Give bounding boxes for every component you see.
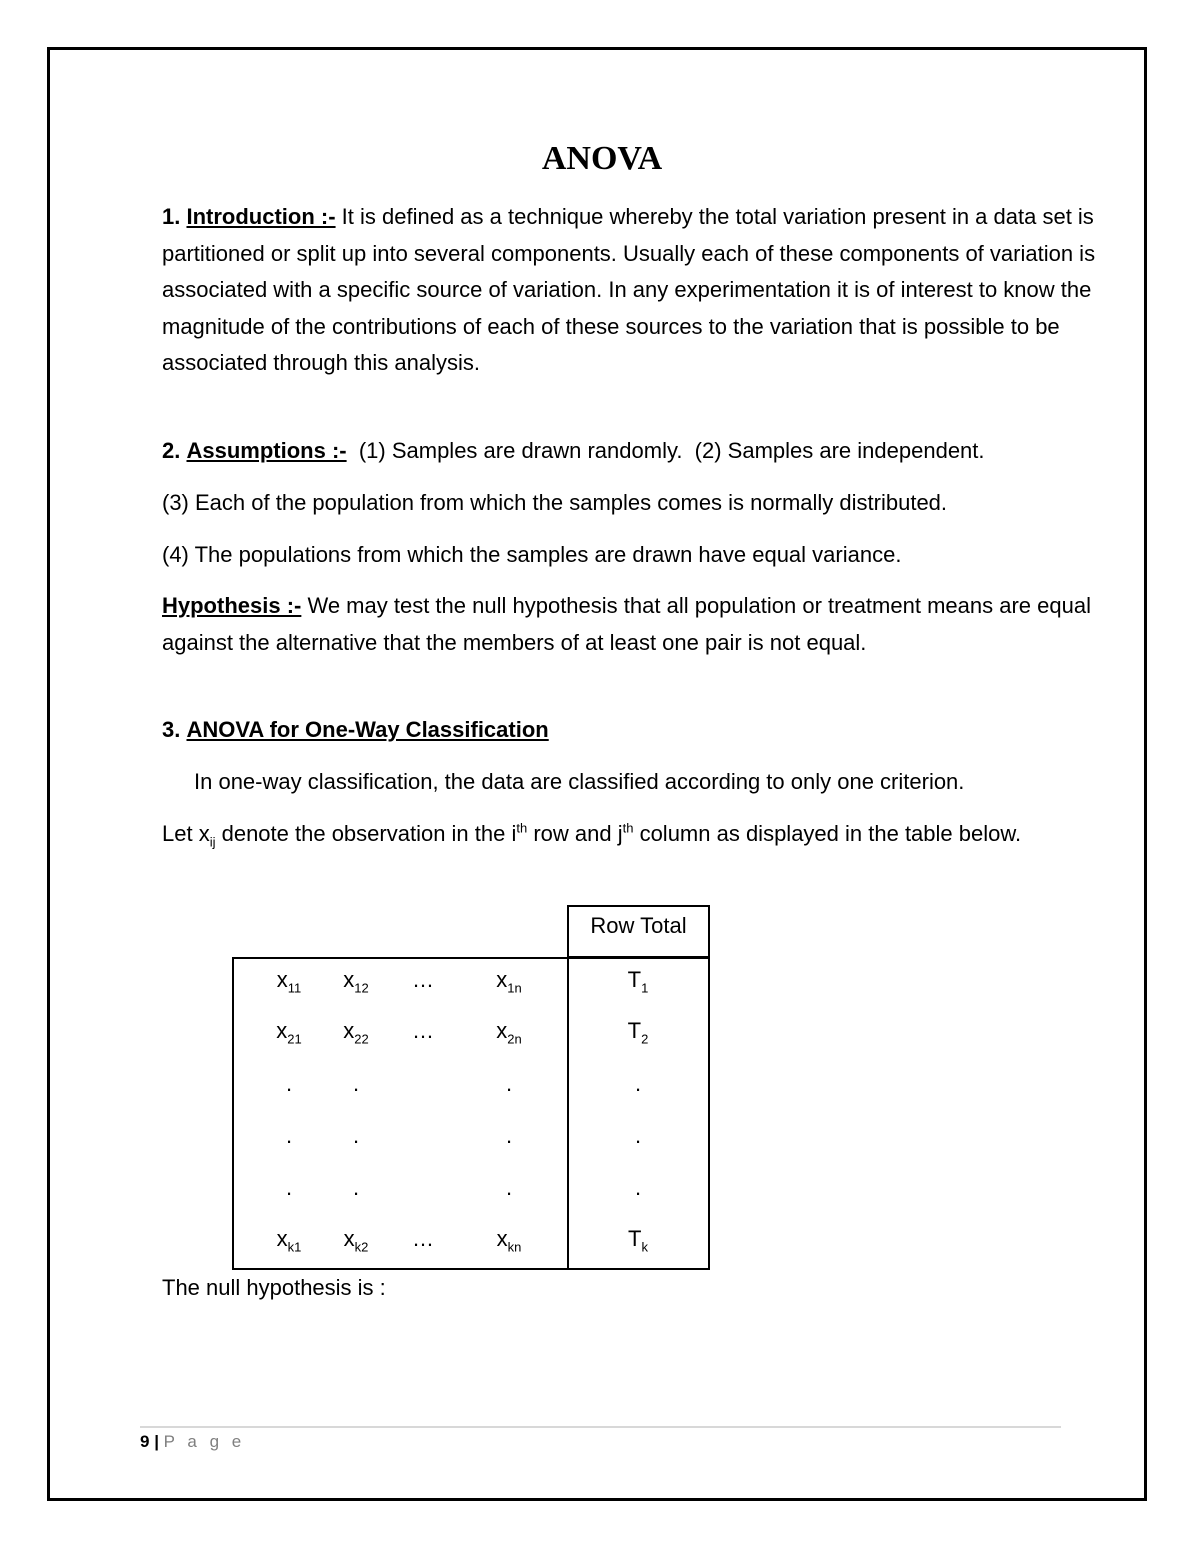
table-cell [321,1173,391,1203]
table-cell [388,1069,458,1099]
oneway-heading: ANOVA for One-Way Classification [186,717,549,742]
page-word: P a g e [163,1432,246,1451]
cell-main: x [343,1226,355,1251]
table-cell [474,1224,544,1254]
cell-main: . [285,1123,293,1148]
let-text-b: denote the observation in the i [215,821,517,846]
total-main: T [627,967,642,992]
page-title: ANOVA [541,140,663,177]
assumptions-line-1 [162,433,1107,470]
cell-main: . [285,1175,293,1200]
footer-separator: | [149,1432,164,1451]
cell-subscript: 12 [354,980,369,996]
table-cell [254,1121,324,1151]
cell-main: x [496,1018,508,1043]
table-cell [474,1016,544,1046]
cell-subscript: 21 [287,1031,302,1047]
table-cell [254,1173,324,1203]
table-cell [388,1224,458,1254]
cell-main: x [276,1226,288,1251]
cell-main: x [496,967,508,992]
table-cell [321,1016,391,1046]
table-cell [254,1016,324,1046]
hypothesis-paragraph [162,588,1107,661]
cell-subscript: kn [507,1239,522,1255]
cell-main: . [352,1071,360,1096]
page-footer [140,1432,245,1452]
cell-main: x [343,1018,355,1043]
table-cell [474,1069,544,1099]
let-xij-paragraph [162,816,1107,853]
table-cell [474,1173,544,1203]
introduction-paragraph [162,199,1107,382]
assumptions-number: 2. [162,438,181,463]
cell-main: … [412,967,434,992]
cell-main: . [505,1175,513,1200]
total-main: T [628,1226,642,1251]
row-total-header: Row Total [567,905,710,958]
cell-main: … [412,1226,434,1251]
assumptions-line-2: (3) Each of the population from which the samples comes is normally distributed. [162,490,948,515]
total-main: T [627,1018,642,1043]
table-cell [474,965,544,995]
cell-subscript: 2n [507,1031,522,1047]
let-sup-th-2: th [622,820,634,836]
page-number: 9 [140,1432,150,1451]
total-subscript: k [641,1239,648,1255]
table-cell [254,1069,324,1099]
cell-main: x [343,967,355,992]
cell-subscript: 1n [507,980,522,996]
table-cell [321,1069,391,1099]
cell-main: x [496,1226,508,1251]
cell-main: . [352,1175,360,1200]
cell-main: . [505,1123,513,1148]
row-total-cell [588,1069,688,1099]
intro-number: 1. [162,204,181,229]
table-cell [254,1224,324,1254]
oneway-intro-text: In one-way classification, the data are classified according to only one criterion. [194,769,965,794]
table-cell [388,965,458,995]
total-main: . [634,1175,642,1200]
let-text-a: Let x [162,821,210,846]
cell-main: x [276,967,288,992]
oneway-number: 3. [162,717,181,742]
row-total-cell [588,1224,688,1254]
hypothesis-text: We may test the null hypothesis that all population or treatment means are equal against the alternative that the members of at least one pair is not equal. [162,593,1091,655]
cell-main: … [412,1018,434,1043]
table-cell [388,1016,458,1046]
intro-text: It is defined as a technique whereby the total variation present in a data set is partitioned or split up into several components. Usually each of these components of variation is associated with a specific source of variation. In any experimentation it is of interest to know the magnitude of the contributions of each of these sources to the variation that is possible to be associated through this analysis. [162,204,1096,375]
table-cell [388,1121,458,1151]
total-main: . [634,1123,642,1148]
let-sub-ij: ij [209,834,216,850]
table-cell [474,1121,544,1151]
row-total-cell [588,1121,688,1151]
cell-subscript: 22 [354,1031,369,1047]
total-subscript: 2 [641,1031,649,1047]
row-total-cell [588,1016,688,1046]
cell-main: . [285,1071,293,1096]
assumptions-text-1: (1) Samples are drawn randomly. (2) Samples are independent. [346,438,985,463]
let-text-d: column as displayed in the table below. [633,821,1022,846]
row-total-cell [588,965,688,995]
table-cell [321,1121,391,1151]
table-cell [321,965,391,995]
table-cell [321,1224,391,1254]
table-cell [254,965,324,995]
hypothesis-heading: Hypothesis :- [162,593,302,618]
let-text-c: row and j [527,821,623,846]
assumptions-heading: Assumptions :- [186,438,347,463]
cell-subscript: k1 [287,1239,302,1255]
assumptions-line-3: (4) The populations from which the samples are drawn have equal variance. [162,542,902,567]
table-cell [388,1173,458,1203]
let-sup-th-1: th [516,820,528,836]
null-hypothesis-label: The null hypothesis is : [162,1275,386,1300]
total-main: . [634,1071,642,1096]
row-total-cell [588,1173,688,1203]
table-divider [567,957,569,1270]
oneway-heading-line [162,712,1107,749]
cell-main: . [505,1071,513,1096]
cell-subscript: k2 [354,1239,369,1255]
cell-main: x [276,1018,288,1043]
footer-rule [140,1426,1061,1428]
cell-subscript: 11 [287,980,302,996]
total-subscript: 1 [641,980,649,996]
intro-heading: Introduction :- [186,204,336,229]
cell-main: . [352,1123,360,1148]
